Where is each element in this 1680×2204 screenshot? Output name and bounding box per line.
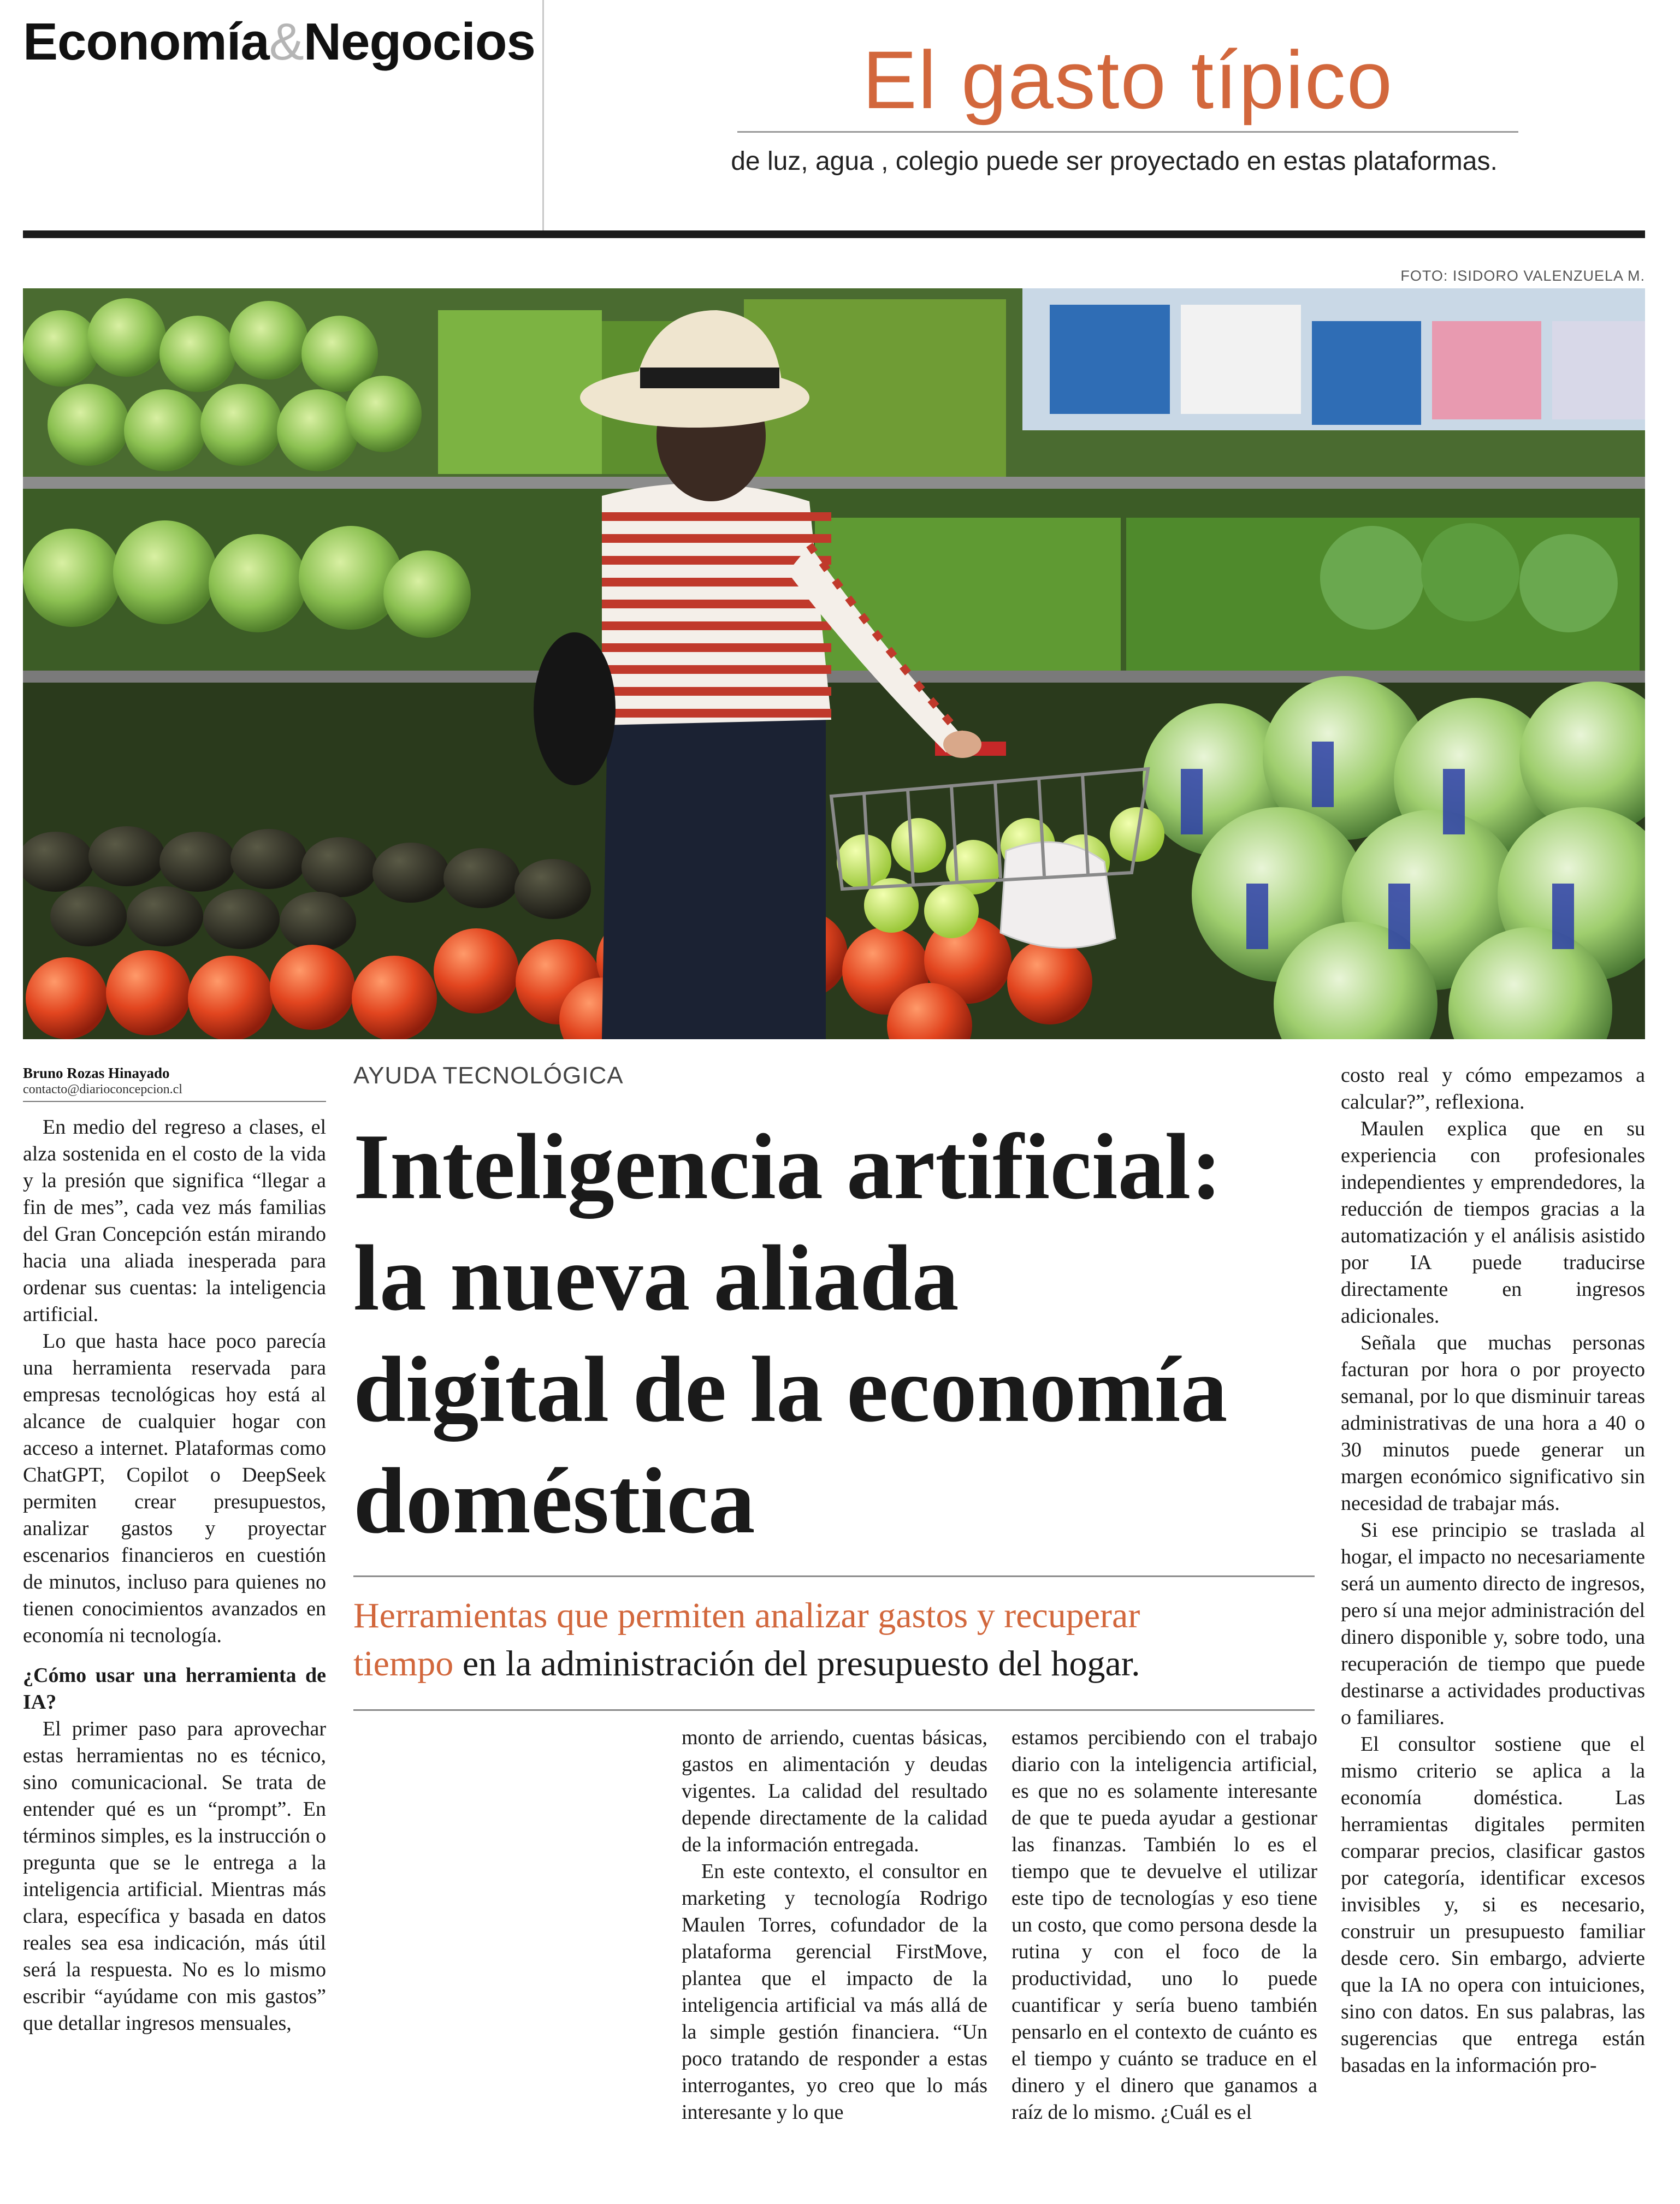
deck-rule-bottom [353,1709,1315,1711]
feature-title: El gasto típico [862,34,1394,126]
body-paragraph: costo real y cómo empezamos a calcular?”, reflexiona. [1341,1064,1645,1113]
deck-rest: en la administración del presupuesto del hogar. [453,1644,1140,1684]
body-paragraph: Lo que hasta hace poco parecía una herramienta reservada para empresas tecnológicas hoy está al alcance de cualquier hogar con acceso a internet. Plataformas como ChatGPT, Copilot o DeepSeek permiten crear presupuestos, analizar gastos y proyectar escenarios financieros en cuestión de minutos, incluso para quienes no tienen conocimientos avanzados en economía ni tecnología. [23,1330,326,1647]
feature-subtitle: de luz, agua , colegio puede ser proyectado en estas plataformas. [731,147,1498,176]
deck-accent-1: Herramientas que permiten analizar gastos y recuperar [353,1596,1140,1636]
section-title [23,12,535,72]
kicker: AYUDA TECNOLÓGICA [353,1062,624,1089]
feature-rule [737,131,1518,133]
header-rule [23,230,1645,238]
body-paragraph: Señala que muchas personas facturan por hora o por proyecto semanal, por lo que disminuir tareas administrativas de una hora a 40 o 30 minutos puede generar un margen económico significativo sin necesidad de trabajar más. [1341,1331,1645,1515]
subheading: ¿Cómo usar una herramienta de IA? [23,1664,326,1714]
masthead-divider [542,0,544,232]
photo-credit: FOTO: ISIDORO VALENZUELA M. [1400,268,1645,284]
body-paragraph: El consultor sostiene que el mismo criterio se aplica a la economía doméstica. Las herramientas digitales permiten comparar precios, clasificar gastos por categoría, identificar excesos invisibles y, si es necesario, construir un presupuesto familiar desde cero. Sin embargo, advierte que la IA no opera con intuiciones, sino con datos. En sus palabras, las sugerencias que entrega están basadas en la información pro- [1341,1733,1645,2077]
supermarket-photo [23,288,1645,1039]
deck-accent-2: tiempo [353,1644,454,1684]
byline-email: contacto@diarioconcepcion.cl [23,1082,182,1097]
section-title-part2: Negocios [303,13,535,71]
body-paragraph: Si ese principio se traslada al hogar, el impacto no necesariamente será un aumento directo de ingresos, pero sí una mejor administración del dinero disponible y, sobre todo, una recuperación de tiempo que puede destinarse a actividades productivas o familiares. [1341,1519,1645,1729]
body-paragraph: El primer paso para aprovechar estas herramientas no es técnico, sino comunicacional. Se trata de entender qué es un “prompt”. En términos simples, es la instrucción o pregunta que se le entrega a la inteligencia artificial. Mientras más clara, específica y basada en datos reales sea esa indicación, más útil será la respuesta. No es lo mismo escribir “ayúdame con mis gastos” que detallar ingresos mensuales, [23,1717,326,2035]
column-2 [682,1725,987,2126]
headline [353,1111,1326,1557]
headline-line-2: la nueva aliada [353,1227,959,1330]
deck-rule-top [353,1575,1315,1577]
section-title-ampersand: & [269,13,304,71]
headline-line-4: doméstica [353,1449,755,1553]
column-4 [1341,1062,1645,2079]
body-paragraph: Maulen explica que en su experiencia con profesionales independientes y emprendedores, la reducción de tiempos gracias a la automatización y el análisis asistido por IA puede traducirse directamente en ingresos adicionales. [1341,1117,1645,1328]
headline-line-3-rest: de la economía [609,1338,1228,1442]
body-paragraph: En este contexto, el consultor en marketing y tecnología Rodrigo Maulen Torres, cofundador de la plataforma gerencial FirstMove, plantea que el impacto de la inteligencia artificial va más allá de la simple gestión financiera. “Un poco tratando de responder a estas interrogantes, yo creo que lo más interesante y lo que [682,1860,987,2124]
column-3 [1011,1725,1317,2126]
headline-line-3-bold: digital [353,1338,610,1442]
deck [353,1592,1315,1688]
column-1-top [23,1114,326,2037]
headline-line-1: Inteligencia artificial: [353,1115,1222,1219]
section-title-part1: Economía [23,13,269,71]
body-paragraph: En medio del regreso a clases, el alza sostenida en el costo de la vida y la presión que significa “llegar a fin de mes”, cada vez más familias del Gran Concepción están mirando hacia una aliada inesperada para ordenar sus cuentas: la inteligencia artificial. [23,1116,326,1326]
byline-author: Bruno Rozas Hinayado [23,1065,170,1081]
body-paragraph: estamos percibiendo con el trabajo diario con la inteligencia artificial, es que no es solamente interesante de que te pueda ayudar a gestionar las finanzas. También lo es el tiempo que te devuelve el utilizar este tipo de tecnologías y eso tiene un costo, que como persona desde la rutina y con el foco de la productividad, uno lo puede cuantificar y sería bueno también pensarlo en el contexto de cuánto es el tiempo y cuánto se traduce en el dinero y el dinero que ganamos a raíz de lo mismo. ¿Cuál es el [1011,1726,1317,2124]
body-paragraph: monto de arriendo, cuentas básicas, gastos en alimentación y deudas vigentes. La calidad del resultado depende directamente de la calidad de la información entregada. [682,1726,987,1856]
byline-rule [23,1101,326,1102]
